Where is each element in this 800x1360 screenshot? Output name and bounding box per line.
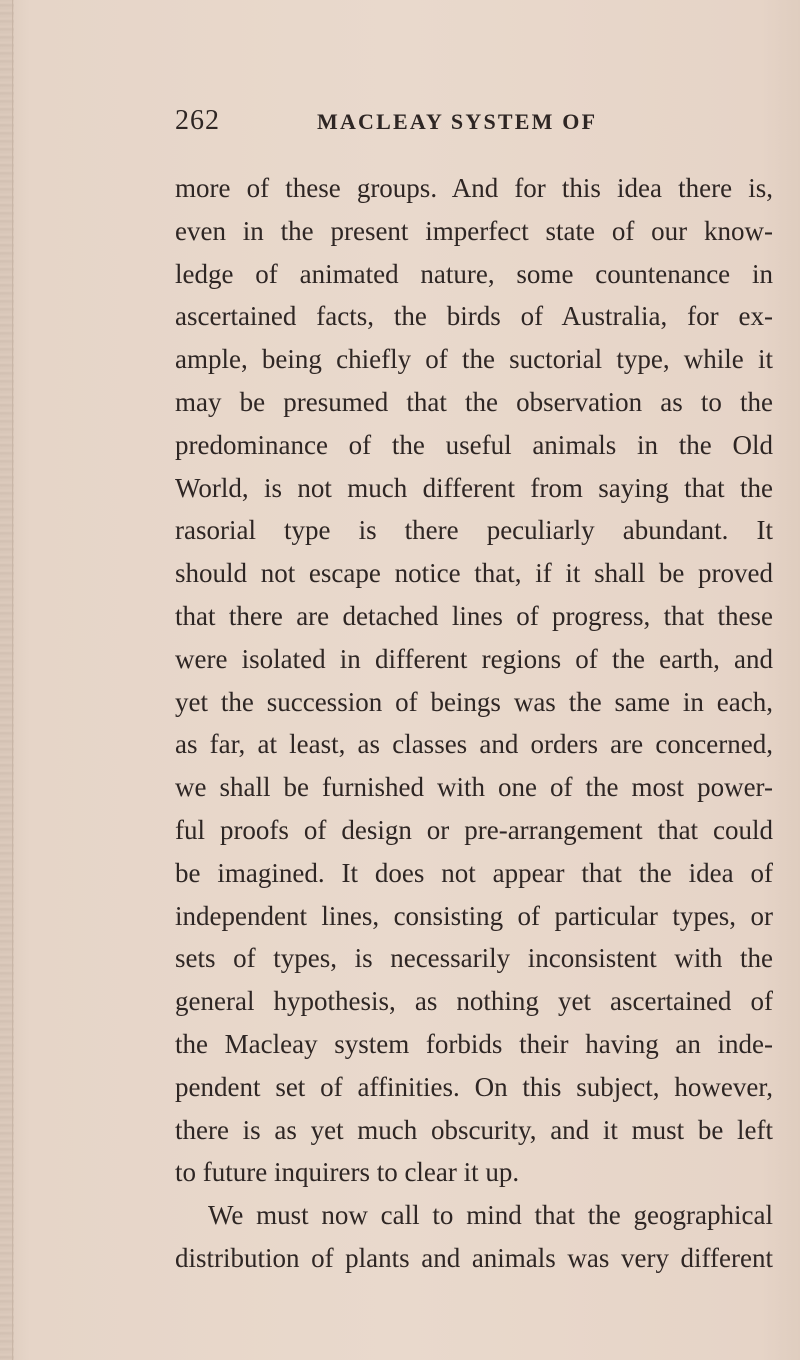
page-number: 262	[175, 105, 220, 136]
text-line: more of these groups. And for this idea there is,	[175, 173, 773, 203]
text-line: we shall be furnished with one of the most power-	[175, 772, 773, 803]
text-line: predominance of the useful animals in the Old	[175, 429, 773, 460]
running-title: MACLEAY SYSTEM OF	[317, 109, 598, 134]
text-line: even in the present imperfect state of our know-	[175, 215, 773, 246]
text-line: ful proofs of design or pre-arrangement that could	[175, 814, 773, 845]
text-line: pendent set of affinities. On this subject, however,	[175, 1071, 773, 1102]
text-line: general hypothesis, as nothing yet ascertained of	[175, 986, 773, 1017]
text-line: ample, being chiefly of the suctorial type, while it	[175, 344, 773, 375]
text-line: ledge of animated nature, some countenance in	[175, 258, 773, 289]
text-line: there is as yet much obscurity, and it must be left	[175, 1114, 773, 1145]
text-line: ascertained facts, the birds of Australia, for ex-	[175, 301, 773, 332]
text-line: that there are detached lines of progress, that these	[175, 600, 773, 631]
running-head	[175, 105, 735, 145]
text-line: independent lines, consisting of particular types, or	[175, 900, 773, 931]
page-binding-edge	[0, 0, 14, 1360]
text-line: the Macleay system forbids their having an inde-	[175, 1028, 773, 1059]
text-line: be imagined. It does not appear that the idea of	[175, 857, 773, 888]
text-line: should not escape notice that, if it shall be proved	[175, 558, 773, 589]
text-line: as far, at least, as classes and orders are concerned,	[175, 729, 773, 760]
text-line: sets of types, is necessarily inconsistent with the	[175, 943, 773, 974]
text-line: may be presumed that the observation as to the	[175, 386, 773, 417]
text-line: were isolated in different regions of the earth, and	[175, 643, 773, 674]
paragraph-start-line: We must now call to mind that the geographical	[208, 1200, 773, 1231]
body-text	[175, 167, 773, 1280]
text-line: World, is not much different from saying that the	[175, 472, 773, 503]
paragraph-end-line: to future inquirers to clear it up.	[175, 1157, 520, 1188]
text-line: distribution of plants and animals was very different	[175, 1242, 773, 1273]
text-line: yet the succession of beings was the same in each,	[175, 686, 773, 717]
text-line: rasorial type is there peculiarly abundant. It	[175, 515, 773, 546]
